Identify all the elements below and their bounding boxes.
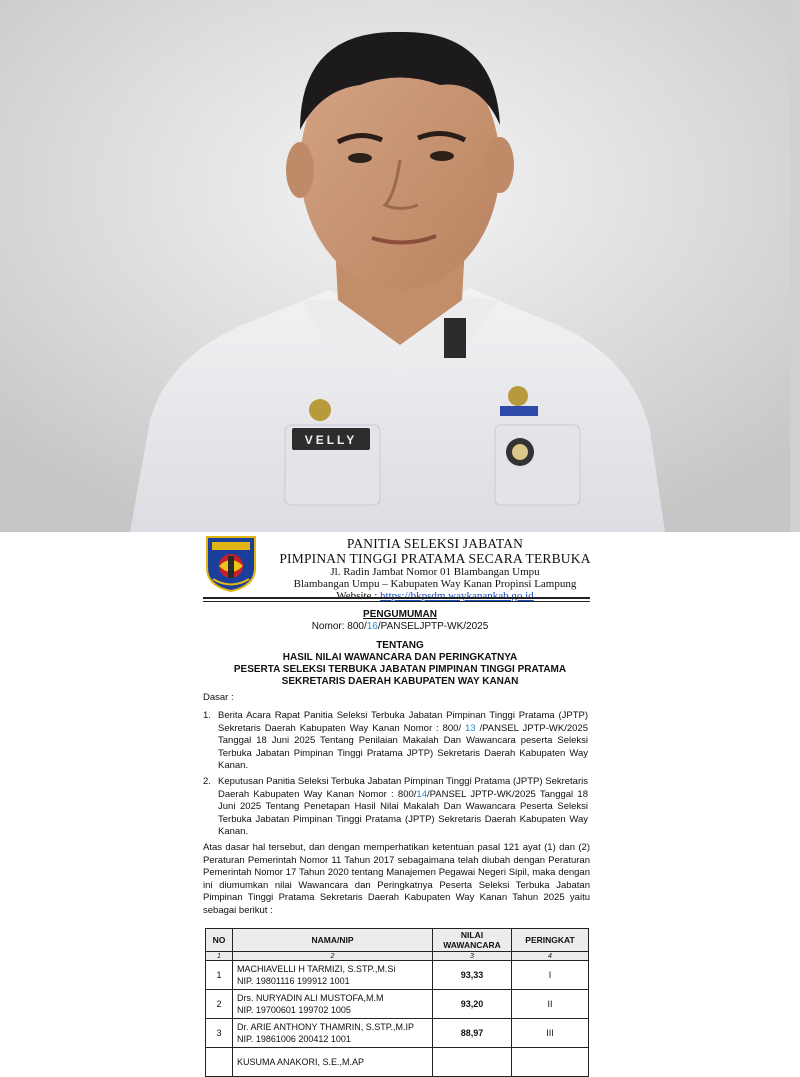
row-number bbox=[206, 1048, 233, 1077]
subject-line-3: SEKRETARIS DAERAH KABUPATEN WAY KANAN bbox=[281, 676, 519, 687]
row-name-nip bbox=[233, 961, 433, 990]
website-label: Website : bbox=[336, 590, 381, 602]
photo-border bbox=[790, 0, 800, 532]
row-rank: III bbox=[512, 1019, 589, 1048]
letterhead-line-2: PIMPINAN TINGGI PRATAMA SECARA TERBUKA bbox=[279, 551, 591, 566]
announcement-number bbox=[200, 621, 600, 632]
dasar-item-number: 2. bbox=[203, 776, 211, 787]
index-cell: 4 bbox=[512, 952, 589, 961]
subject-line-2: PESERTA SELEKSI TERBUKA JABATAN PIMPINAN TINGGI PRATAMA bbox=[233, 664, 567, 675]
profile-photo bbox=[0, 0, 800, 532]
letterhead-address: Jl. Radin Jambat Nomor 01 Blambangan Umpu bbox=[330, 566, 540, 578]
dasar-item bbox=[203, 710, 588, 773]
candidate-name: Dr. ARIE ANTHONY THAMRIN, S.STP.,M.IP bbox=[237, 1022, 415, 1032]
nomor-highlight: 16 bbox=[366, 621, 378, 632]
announcement-title: PENGUMUMAN bbox=[363, 609, 437, 620]
row-name-nip bbox=[233, 1048, 433, 1077]
candidate-nip: NIP. 19700601 199702 1005 bbox=[237, 1005, 351, 1015]
dasar-text-part: /PANSEL JPTP-WK/2025 Tanggal 18 Juni 2025 Tentang Penetapan Hasil Nilai Makalah Dan Wawancara Peserta Seleksi Terbuka Jabatan Pimpinan Tinggi Pratama (JPTP) Sekretaris Daerah Kabupaten Way Kanan. bbox=[218, 788, 588, 838]
dasar-label: Dasar : bbox=[203, 692, 234, 703]
header-name: NAMA/NIP bbox=[233, 929, 433, 952]
header-no: NO bbox=[206, 929, 233, 952]
dasar-item-number: 1. bbox=[203, 710, 211, 721]
dasar-text-part: Berita Acara Rapat Panitia Seleksi Terbuka Jabatan Pimpinan Tinggi Pratama (JPTP) Sekretaris Daerah Kabupaten Way Kanan Nomor : 800/ bbox=[218, 710, 588, 734]
nomor-suffix: /PANSELJPTP-WK/2025 bbox=[377, 621, 489, 632]
dasar-item-text bbox=[218, 776, 588, 839]
header-score: NILAI WAWANCARA bbox=[433, 929, 512, 952]
portrait-illustration bbox=[0, 0, 800, 532]
row-score bbox=[433, 1048, 512, 1077]
letterhead bbox=[270, 536, 600, 602]
row-rank: I bbox=[512, 961, 589, 990]
regency-emblem-logo bbox=[203, 534, 259, 592]
table-row bbox=[206, 961, 589, 990]
letterhead-divider bbox=[203, 597, 590, 599]
candidate-nip: NIP. 19801116 199912 1001 bbox=[237, 976, 350, 986]
tentang-label: TENTANG bbox=[376, 640, 424, 651]
row-name-nip bbox=[233, 990, 433, 1019]
subject-line-1: HASIL NILAI WAWANCARA DAN PERINGKATNYA bbox=[282, 652, 518, 663]
dasar-number-highlight: 14 bbox=[416, 788, 427, 800]
table-index-row bbox=[206, 952, 589, 961]
table-row bbox=[206, 1048, 589, 1077]
website-link[interactable]: https://bkpsdm.waykanankab.go.id bbox=[380, 590, 534, 602]
announcement-document bbox=[0, 532, 800, 1066]
nomor-prefix: Nomor: 800/ bbox=[311, 621, 367, 632]
announcement-subject bbox=[200, 640, 600, 688]
candidate-name: KUSUMA ANAKORI, S.E.,M.AP bbox=[237, 1057, 365, 1067]
dasar-text-part: /PANSEL JPTP-WK/2025 Tanggal 18 Juni 2025 Tentang Penilaian Makalah Dan Wawancara peserta Seleksi Terbuka Jabatan Pimpinan Tinggi Pratama JPTP) Sekretaris Daerah Kabupaten Way Kanan. bbox=[218, 722, 588, 772]
row-number: 3 bbox=[206, 1019, 233, 1048]
announcement-paragraph: Atas dasar hal tersebut, dan dengan memperhatikan ketentuan pasal 121 ayat (1) dan (2) Peraturan Pemerintah Nomor 11 Tahun 2017 sebagaimana telah diubah dengan Peraturan Pemerintah Nomor 17 Tahun 2020 tentang Manajemen Pegawai Negeri Sipil, maka dengan ini diumumkan nilai Wawancara dan Peringkatnya Peserta Seleksi Terbuka Jabatan Pimpinan Tinggi Pratama Sekretaris Daerah Kabupaten Way Kanan Tahun 2025 yaitu sebagai berikut : bbox=[203, 842, 590, 916]
results-table bbox=[205, 928, 589, 1077]
header-rank: PERINGKAT bbox=[512, 929, 589, 952]
table-row bbox=[206, 1019, 589, 1048]
name-tag-text: VELLY bbox=[304, 433, 358, 447]
table-row bbox=[206, 990, 589, 1019]
dasar-item-text bbox=[218, 710, 588, 773]
index-cell: 3 bbox=[433, 952, 512, 961]
dasar-item bbox=[203, 776, 588, 839]
row-score: 93,20 bbox=[433, 990, 512, 1019]
index-cell: 1 bbox=[206, 952, 233, 961]
letterhead-line-1: PANITIA SELEKSI JABATAN bbox=[346, 536, 524, 551]
candidate-nip: NIP. 19861006 200412 1001 bbox=[237, 1034, 351, 1044]
row-score: 88,97 bbox=[433, 1019, 512, 1048]
index-cell: 2 bbox=[233, 952, 433, 961]
candidate-name: Drs. NURYADIN ALI MUSTOFA,M.M bbox=[237, 993, 384, 1003]
letterhead-city: Blambangan Umpu – Kabupaten Way Kanan Propinsi Lampung bbox=[293, 578, 577, 590]
dasar-number-highlight: 13 bbox=[465, 722, 476, 734]
letterhead-divider-thin bbox=[203, 601, 590, 602]
candidate-name: MACHIAVELLI H TARMIZI, S.STP.,M.Si bbox=[237, 964, 396, 974]
table-header-row bbox=[206, 929, 589, 952]
dasar-text-part: Keputusan Panitia Seleksi Terbuka Jabatan Pimpinan Tinggi Pratama (JPTP) Sekretaris Daerah Kabupaten Way Kanan Nomor : 800/ bbox=[218, 776, 588, 800]
row-name-nip bbox=[233, 1019, 433, 1048]
row-number: 2 bbox=[206, 990, 233, 1019]
row-score: 93,33 bbox=[433, 961, 512, 990]
row-rank: II bbox=[512, 990, 589, 1019]
row-rank bbox=[512, 1048, 589, 1077]
row-number: 1 bbox=[206, 961, 233, 990]
